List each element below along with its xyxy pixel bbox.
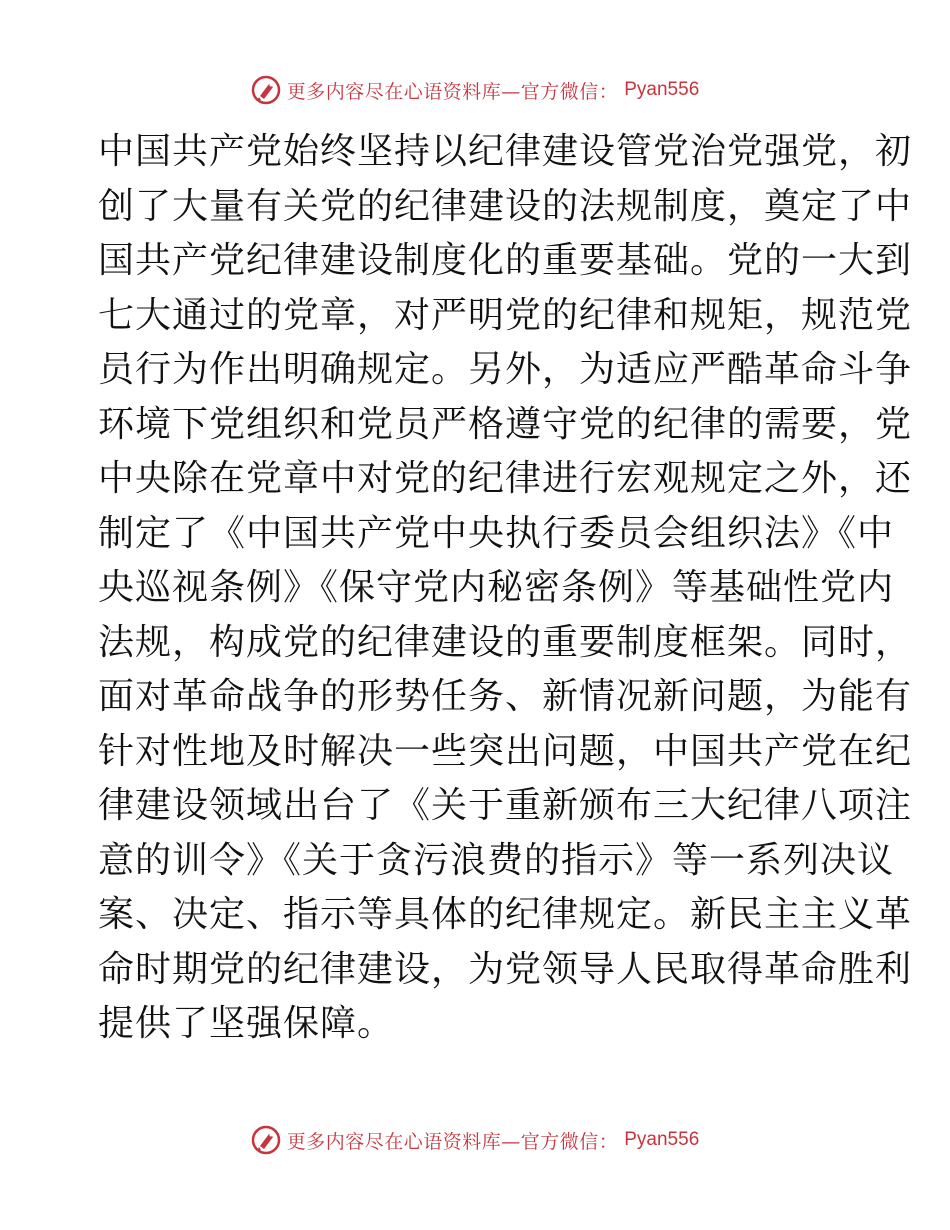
text-line: 命时期党的纪律建设，为党领导人民取得革命胜利: [98, 948, 913, 990]
text-line: 环境下党组织和党员严格遵守党的纪律的需要，党: [98, 403, 913, 445]
footer-banner-text: 更多内容尽在心语资料库—官方微信：: [286, 1130, 619, 1153]
text-line: 创了大量有关党的纪律建设的法规制度，奠定了中: [98, 185, 913, 227]
text-line: 面对革命战争的形势任务、新情况新问题，为能有: [98, 676, 913, 717]
text-line: 案、决定、指示等具体的纪律规定。新民主主义革: [98, 894, 913, 935]
text-line: 央巡视条例》《保守党内秘密条例》等基础性党内: [98, 567, 895, 608]
text-line: 意的训令》《关于贪污浪费的指示》等一系列决议: [98, 839, 895, 881]
footer-wechat-id: Pyan556: [624, 1129, 700, 1150]
text-line: 针对性地及时解决一些突出问题，中国共产党在纪: [98, 730, 913, 772]
footer-banner: [0, 1120, 950, 1160]
text-line: 中央除在党章中对党的纪律进行宏观规定之外，还: [98, 458, 913, 499]
text-line: 提供了坚强保障。: [98, 1003, 395, 1044]
text-line: 法规，构成党的纪律建设的重要制度框架。同时，: [98, 621, 913, 663]
pen-nib-logo-icon: [251, 75, 281, 105]
text-line: 国共产党纪律建设制度化的重要基础。党的一大到: [98, 240, 913, 281]
header-wechat-id: Pyan556: [624, 79, 700, 100]
text-line: 律建设领域出台了《关于重新颁布三大纪律八项注: [98, 785, 913, 826]
header-banner: [0, 70, 950, 110]
document-body: [98, 125, 913, 1052]
pen-nib-logo-icon: [251, 1125, 281, 1155]
text-line: 员行为作出明确规定。另外，为适应严酷革命斗争: [98, 349, 913, 390]
text-line: 制定了《中国共产党中央执行委员会组织法》《中: [98, 512, 895, 554]
header-banner-text: 更多内容尽在心语资料库—官方微信：: [286, 80, 619, 103]
text-line: 七大通过的党章，对严明党的纪律和规矩，规范党: [98, 294, 913, 336]
text-line: 中国共产党始终坚持以纪律建设管党治党强党，初: [98, 131, 913, 172]
